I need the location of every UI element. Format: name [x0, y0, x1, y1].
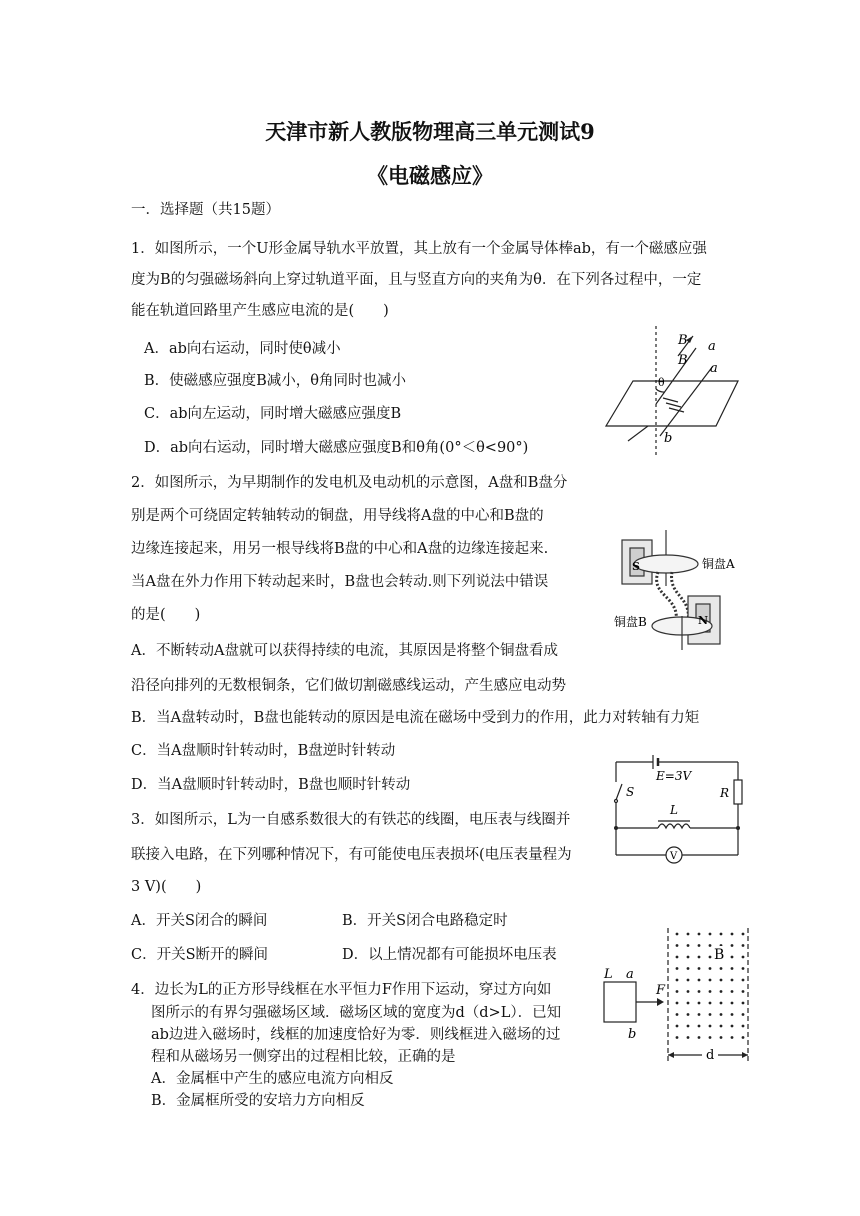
field-dot [687, 1025, 690, 1028]
field-dot [676, 990, 679, 993]
field-dot [742, 1036, 745, 1039]
field-dot [731, 1036, 734, 1039]
q1-option-d: D．ab向右运动，同时增大磁感应强度B和θ角(0°＜θ<90°) [144, 440, 529, 456]
q1-option-a: A．ab向右运动，同时使θ减小 [144, 341, 341, 357]
field-dot [698, 1025, 701, 1028]
q1-fig-label-b1: B [678, 333, 688, 348]
q3-option-c: C．开关S断开的瞬间 [131, 947, 269, 963]
q1-option-b: B．使磁感应强度B减小，θ角同时也减小 [144, 373, 407, 389]
field-dot [731, 956, 734, 959]
field-dot [676, 1013, 679, 1016]
field-dot [742, 933, 745, 936]
q3-fig-label-v: V [670, 851, 678, 862]
field-dot [676, 967, 679, 970]
q4-field-dots [676, 933, 745, 1039]
field-dot [709, 1036, 712, 1039]
q1-line-3: 能在轨道回路里产生感应电流的是( ) [131, 303, 389, 319]
q3-option-d: D．以上情况都有可能损坏电压表 [342, 947, 557, 963]
field-dot [742, 1013, 745, 1016]
field-dot [687, 979, 690, 982]
field-dot [731, 933, 734, 936]
field-dot [698, 1013, 701, 1016]
field-dot [698, 1002, 701, 1005]
field-dot [698, 1036, 701, 1039]
q4-fig-label-l: L [604, 967, 613, 982]
field-dot [720, 990, 723, 993]
field-dot [742, 956, 745, 959]
field-dot [709, 1002, 712, 1005]
field-dot [731, 967, 734, 970]
q3-line-1: 3．如图所示，L为一自感系数很大的有铁芯的线圈，电压表与线圈并 [131, 812, 571, 828]
field-dot [698, 956, 701, 959]
page-title: 天津市新人教版物理高三单元测试9 [265, 119, 595, 144]
q2-line-4: 当A盘在外力作用下转动起来时，B盘也会转动.则下列说法中错误 [131, 574, 549, 590]
field-dot [731, 990, 734, 993]
q3-option-b: B．开关S闭合电路稳定时 [342, 913, 508, 929]
field-dot [742, 1025, 745, 1028]
q3-fig-label-l: L [670, 803, 678, 817]
q3-fig-label-r: R [720, 786, 730, 800]
field-dot [709, 1025, 712, 1028]
field-dot [676, 1025, 679, 1028]
q1-line-2: 度为B的匀强磁场斜向上穿过轨道平面，且与竖直方向的夹角为θ．在下列各过程中，一定 [131, 272, 702, 288]
field-dot [709, 1013, 712, 1016]
field-dot [687, 1002, 690, 1005]
q2-line-1: 2．如图所示，为早期制作的发电机及电动机的示意图，A盘和B盘分 [131, 475, 568, 491]
q2-option-c: C．当A盘顺时针转动时，B盘逆时针转动 [131, 743, 396, 759]
q3-line-3: 3 V)( ) [131, 879, 202, 895]
q4-fig-label-b: b [628, 1027, 637, 1042]
field-dot [709, 967, 712, 970]
field-dot [687, 967, 690, 970]
q1-option-c: C．ab向左运动，同时增大磁感应强度B [144, 406, 402, 422]
q3-figure-circuit [608, 752, 746, 864]
q3-line-2: 联接入电路，在下列哪种情况下，有可能使电压表损坏(电压表量程为 [131, 847, 572, 863]
field-dot [720, 1002, 723, 1005]
field-dot [687, 944, 690, 947]
q2-fig-label-s: S [632, 560, 640, 573]
field-dot [687, 956, 690, 959]
q2-fig-label-disk-a: 铜盘A [702, 557, 735, 571]
q2-line-5: 的是( ) [131, 607, 201, 623]
q4-fig-label-field-b: B [714, 947, 725, 963]
field-dot [731, 979, 734, 982]
q2-line-3: 边缘连接起来，用另一根导线将B盘的中心和A盘的边缘连接起来. [131, 541, 549, 557]
q4-line-3: ab边进入磁场时，线框的加速度恰好为零．则线框进入磁场的过 [151, 1027, 561, 1043]
q2-figure-copper-disks [610, 526, 746, 652]
field-dot [709, 990, 712, 993]
q1-fig-label-a2: a [710, 361, 718, 376]
page-subtitle: 《电磁感应》 [367, 163, 493, 188]
field-dot [698, 933, 701, 936]
q4-line-1: 4．边长为L的正方形导线框在水平恒力F作用下运动，穿过方向如 [131, 982, 552, 998]
q2-fig-label-disk-b: 铜盘B [614, 615, 647, 629]
field-dot [731, 944, 734, 947]
field-dot [720, 933, 723, 936]
q2-fig-label-n: N [698, 614, 709, 627]
field-dot [676, 933, 679, 936]
field-dot [720, 1013, 723, 1016]
field-dot [698, 967, 701, 970]
field-dot [676, 979, 679, 982]
q4-fig-label-a: a [626, 967, 634, 982]
q4-line-2: 图所示的有界匀强磁场区域．磁场区域的宽度为d（d>L）．已知 [151, 1005, 562, 1021]
field-dot [731, 1025, 734, 1028]
q3-fig-label-s: S [626, 785, 635, 799]
section-heading: 一．选择题（共15题） [131, 202, 280, 218]
field-dot [698, 944, 701, 947]
q4-fig-label-d: d [706, 1048, 715, 1063]
q4-option-a: A．金属框中产生的感应电流方向相反 [151, 1071, 394, 1087]
field-dot [687, 1013, 690, 1016]
field-dot [687, 1036, 690, 1039]
field-dot [698, 990, 701, 993]
field-dot [698, 979, 701, 982]
field-dot [720, 1036, 723, 1039]
q1-figure-rail-field [598, 326, 743, 458]
q1-line-1: 1．如图所示，一个U形金属导轨水平放置，其上放有一个金属导体棒ab，有一个磁感应强 [131, 241, 707, 257]
q2-option-a-line-1: A．不断转动A盘就可以获得持续的电流，其原因是将整个铜盘看成 [131, 643, 558, 659]
q3-option-a: A．开关S闭合的瞬间 [131, 913, 268, 929]
q2-option-b: B．当A盘转动时，B盘也能转动的原因是电流在磁场中受到力的作用，此力对转轴有力矩 [131, 710, 700, 726]
field-dot [720, 1025, 723, 1028]
field-dot [709, 979, 712, 982]
field-dot [731, 1002, 734, 1005]
field-dot [720, 979, 723, 982]
field-dot [731, 1013, 734, 1016]
q4-option-b: B．金属框所受的安培力方向相反 [151, 1093, 365, 1109]
field-dot [676, 956, 679, 959]
field-dot [742, 1002, 745, 1005]
field-dot [676, 944, 679, 947]
field-dot [742, 979, 745, 982]
field-dot [709, 944, 712, 947]
field-dot [676, 1036, 679, 1039]
q2-line-2: 别是两个可绕固定转轴转动的铜盘，用导线将A盘的中心和B盘的 [131, 508, 544, 524]
q2-option-a-line-2: 沿径向排列的无数根铜条，它们做切割磁感线运动，产生感应电动势 [131, 678, 566, 694]
field-dot [676, 1002, 679, 1005]
field-dot [709, 956, 712, 959]
q1-fig-label-theta: θ [658, 376, 665, 389]
q1-fig-label-a1: a [708, 339, 716, 354]
q1-fig-label-b2: B [678, 353, 688, 368]
q4-fig-label-f: F [656, 983, 666, 998]
q1-fig-label-b: b [664, 431, 673, 446]
field-dot [687, 990, 690, 993]
field-dot [742, 967, 745, 970]
field-dot [742, 944, 745, 947]
q2-option-d: D．当A盘顺时针转动时，B盘也顺时针转动 [131, 777, 411, 793]
field-dot [742, 990, 745, 993]
q3-fig-label-e: E=3V [656, 769, 692, 783]
q4-line-4: 程和从磁场另一侧穿出的过程相比较，正确的是 [151, 1049, 456, 1065]
field-dot [720, 967, 723, 970]
field-dot [687, 933, 690, 936]
field-dot [709, 933, 712, 936]
q4-figure-frame-field [596, 926, 752, 1072]
